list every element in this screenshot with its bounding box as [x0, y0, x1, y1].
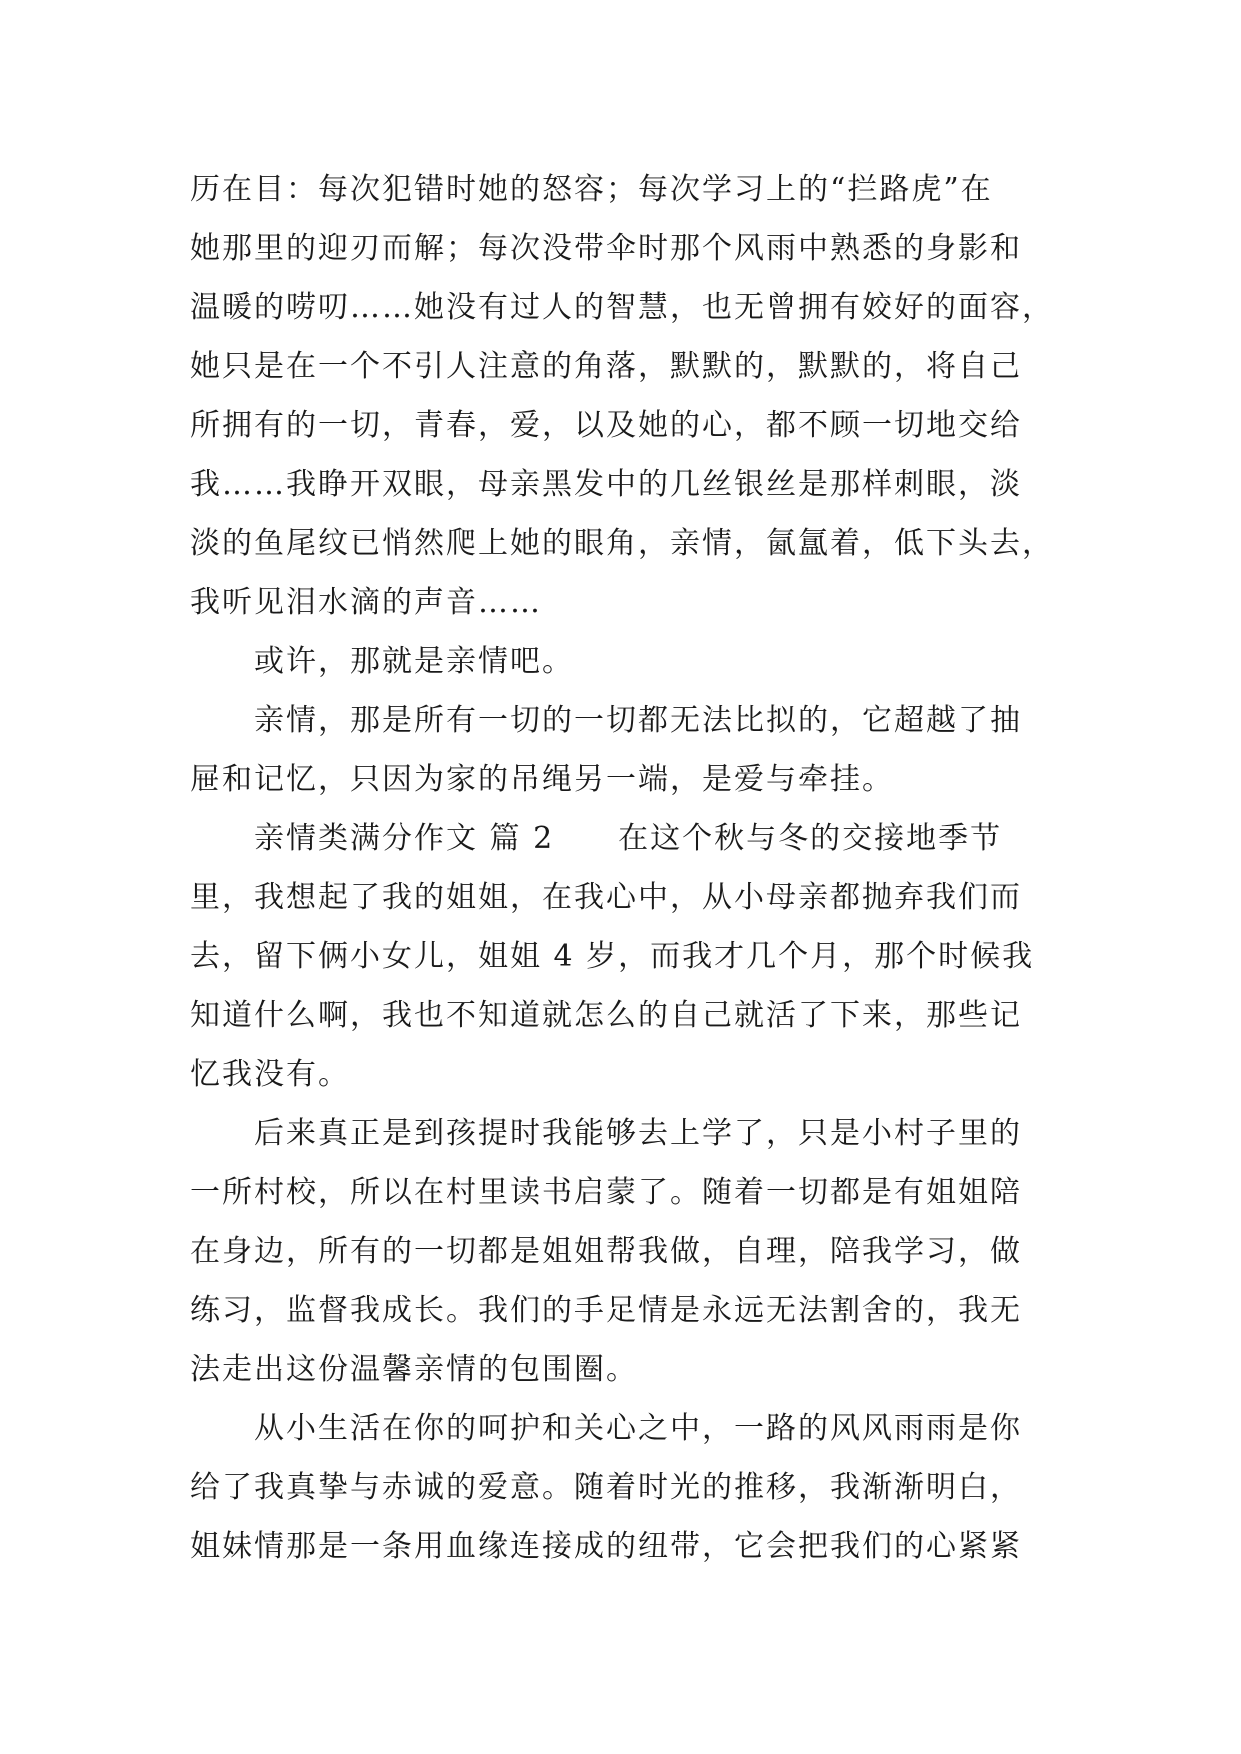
text-line: 她那里的迎刃而解；每次没带伞时那个风雨中熟悉的身影和: [190, 231, 1022, 266]
text-line: 给了我真挚与赤诚的爱意。随着时光的推移，我渐渐明白，: [190, 1470, 1022, 1505]
section-heading-line: 亲情类满分作文 篇 2 在这个秋与冬的交接地季节: [254, 821, 1003, 856]
essay-body: [190, 160, 1070, 1576]
text-line: 忆我没有。: [190, 1057, 350, 1092]
text-line: 我听见泪水滴的声音……: [190, 585, 542, 620]
text-line: 我……我睁开双眼，母亲黑发中的几丝银丝是那样刺眼，淡: [190, 467, 1022, 502]
text-line: 温暖的唠叨……她没有过人的智慧，也无曾拥有姣好的面容，: [190, 290, 1054, 325]
text-line: 一所村校，所以在村里读书启蒙了。随着一切都是有姐姐陪: [190, 1175, 1022, 1210]
text-line: 法走出这份温馨亲情的包围圈。: [190, 1352, 638, 1387]
text-line: 在身边，所有的一切都是姐姐帮我做，自理，陪我学习，做: [190, 1234, 1022, 1269]
text-line: 或许，那就是亲情吧。: [254, 644, 574, 679]
text-line: 从小生活在你的呵护和关心之中，一路的风风雨雨是你: [254, 1411, 1022, 1446]
text-line: 屉和记忆，只因为家的吊绳另一端，是爱与牵挂。: [190, 762, 894, 797]
text-line: 历在目：每次犯错时她的怒容；每次学习上的“拦路虎”在: [190, 172, 993, 207]
text-line: 亲情，那是所有一切的一切都无法比拟的，它超越了抽: [254, 703, 1022, 738]
text-line: 淡的鱼尾纹已悄然爬上她的眼角，亲情，氤氲着，低下头去，: [190, 526, 1054, 561]
text-line: 她只是在一个不引人注意的角落，默默的，默默的，将自己: [190, 349, 1022, 384]
text-line: 里，我想起了我的姐姐，在我心中，从小母亲都抛弃我们而: [190, 880, 1022, 915]
text-line: 去，留下俩小女儿，姐姐 4 岁，而我才几个月，那个时候我: [190, 939, 1035, 974]
text-line: 后来真正是到孩提时我能够去上学了，只是小村子里的: [254, 1116, 1022, 1151]
text-line: 所拥有的一切，青春，爱，以及她的心，都不顾一切地交给: [190, 408, 1022, 443]
text-line: 练习，监督我成长。我们的手足情是永远无法割舍的，我无: [190, 1293, 1022, 1328]
text-line: 姐妹情那是一条用血缘连接成的纽带，它会把我们的心紧紧: [190, 1529, 1022, 1564]
text-line: 知道什么啊，我也不知道就怎么的自己就活了下来，那些记: [190, 998, 1022, 1033]
